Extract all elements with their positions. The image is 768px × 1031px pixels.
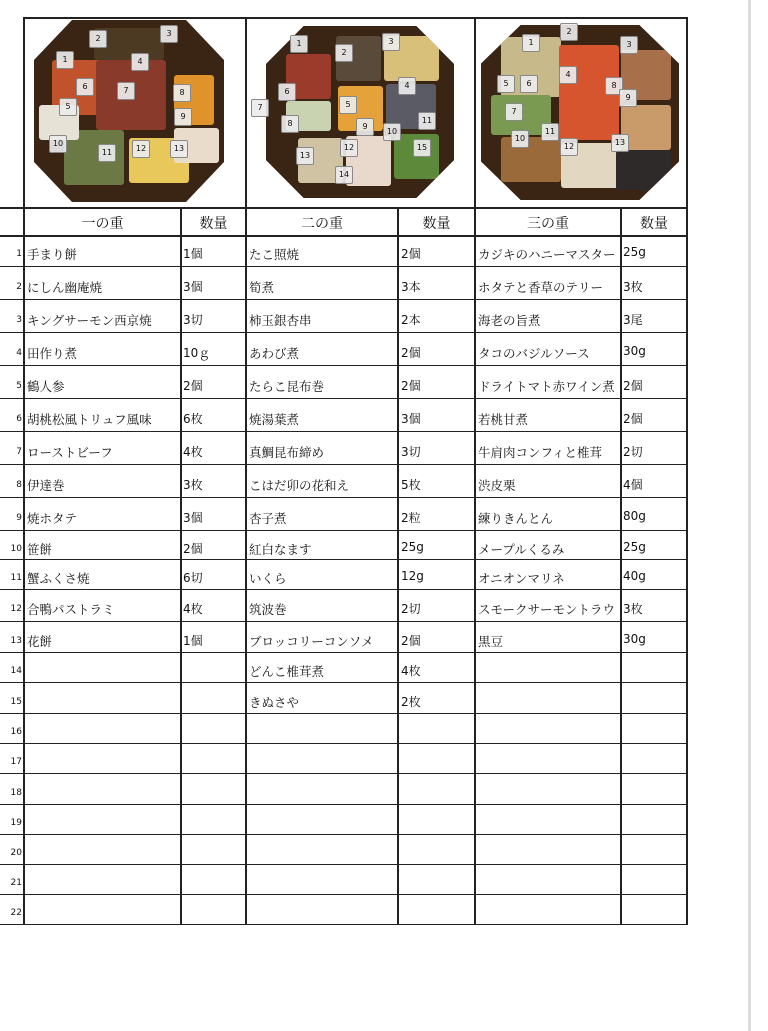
item-cell: 焼ホタテ bbox=[27, 510, 78, 526]
row-number: 3 bbox=[16, 314, 22, 325]
quantity-cell: 3個 bbox=[183, 510, 203, 525]
row-number: 19 bbox=[10, 818, 22, 828]
quantity-cell: 30g bbox=[623, 631, 646, 646]
quantity-cell: 2枚 bbox=[401, 694, 421, 709]
photo-number-badge: 12 bbox=[132, 140, 150, 158]
photo-number-badge: 4 bbox=[131, 53, 149, 71]
item-cell: 伊達巻 bbox=[27, 477, 65, 493]
photo-number-badge: 14 bbox=[335, 166, 353, 184]
item-cell: 練りきんとん bbox=[478, 510, 554, 526]
item-cell: 合鴨パストラミ bbox=[27, 602, 115, 617]
item-cell: にしん幽庵焼 bbox=[27, 279, 103, 295]
quantity-cell: 2個 bbox=[401, 378, 421, 393]
quantity-cell: 3切 bbox=[401, 444, 421, 459]
item-cell: 蟹ふくさ焼 bbox=[27, 571, 90, 586]
item-cell: 渋皮栗 bbox=[478, 477, 516, 493]
row-divider bbox=[0, 682, 688, 683]
item-cell: カジキのハニーマスター bbox=[478, 247, 616, 262]
row-number: 21 bbox=[10, 878, 22, 888]
quantity-cell: 4個 bbox=[623, 477, 643, 492]
quantity-cell: 3枚 bbox=[183, 477, 203, 492]
border-col2 bbox=[245, 17, 247, 925]
quantity-cell: 2個 bbox=[401, 633, 421, 648]
quantity-cell: 3個 bbox=[183, 279, 203, 294]
quantity-cell: 2個 bbox=[623, 411, 643, 426]
quantity-cell: 5枚 bbox=[401, 477, 421, 492]
row-divider bbox=[0, 804, 688, 805]
item-cell: こはだ卯の花和え bbox=[249, 477, 350, 493]
row-divider bbox=[0, 332, 688, 333]
row-divider bbox=[0, 864, 688, 865]
photo-number-badge: 13 bbox=[170, 140, 188, 158]
row-divider bbox=[0, 398, 688, 399]
item-cell: オニオンマリネ bbox=[478, 571, 565, 586]
photo-number-badge: 2 bbox=[560, 23, 578, 41]
photo-number-badge: 2 bbox=[89, 30, 107, 48]
quantity-cell: 2切 bbox=[401, 602, 421, 616]
row-number: 17 bbox=[10, 757, 22, 767]
quantity-cell: 25g bbox=[401, 539, 424, 554]
item-cell: 牛肩肉コンフィと椎茸 bbox=[478, 444, 603, 460]
quantity-cell: 4枚 bbox=[183, 602, 203, 616]
photo-number-badge: 12 bbox=[340, 139, 358, 157]
header-qty1: 数量 bbox=[199, 216, 228, 232]
item-cell: たこ照焼 bbox=[249, 247, 300, 262]
border-col3 bbox=[397, 207, 399, 925]
photo-number-badge: 10 bbox=[383, 123, 401, 141]
header-qty2: 数量 bbox=[422, 216, 451, 232]
photo-number-badge: 9 bbox=[356, 118, 374, 136]
photo-number-badge: 11 bbox=[541, 123, 559, 141]
quantity-cell: 3個 bbox=[401, 411, 421, 426]
photo-number-badge: 7 bbox=[117, 82, 135, 100]
row-number: 14 bbox=[10, 666, 22, 676]
item-cell: いくら bbox=[249, 571, 287, 586]
item-cell: 手まり餅 bbox=[27, 247, 78, 262]
row-number: 10 bbox=[10, 543, 22, 554]
table-top-border bbox=[23, 17, 688, 19]
header-qty3: 数量 bbox=[640, 216, 668, 232]
quantity-cell: 6枚 bbox=[183, 411, 203, 426]
item-cell: スモークサーモントラウ bbox=[478, 602, 616, 617]
quantity-cell: 2切 bbox=[623, 444, 643, 459]
item-cell: ホタテと香草のテリー bbox=[478, 279, 604, 295]
photo-number-badge: 8 bbox=[281, 115, 299, 133]
row-divider bbox=[0, 266, 688, 267]
item-cell: 鶴人参 bbox=[27, 378, 65, 394]
item-cell: ブロッコリーコンソメ bbox=[249, 633, 374, 649]
border-col6 bbox=[686, 17, 688, 925]
quantity-cell: 80g bbox=[623, 508, 646, 523]
row-divider bbox=[0, 652, 688, 653]
photo-number-badge: 7 bbox=[505, 103, 523, 121]
photo-number-badge: 5 bbox=[59, 98, 77, 116]
item-cell: 柿玉銀杏串 bbox=[249, 312, 312, 328]
photo-number-badge: 3 bbox=[382, 33, 400, 51]
item-cell: 田作り煮 bbox=[27, 345, 78, 361]
border-col5 bbox=[620, 207, 622, 925]
item-cell: 紅白なます bbox=[249, 541, 312, 557]
menu-table bbox=[0, 17, 688, 925]
row-number: 8 bbox=[16, 479, 22, 490]
row-divider bbox=[0, 894, 688, 895]
row-divider bbox=[0, 773, 688, 774]
border-col4 bbox=[474, 17, 476, 925]
photo-number-badge: 9 bbox=[619, 89, 637, 107]
quantity-cell: 2個 bbox=[623, 378, 643, 393]
item-cell: きぬさや bbox=[249, 694, 300, 710]
item-cell: 胡桃松風トリュフ風味 bbox=[27, 411, 152, 427]
border-col0 bbox=[23, 17, 25, 925]
row-number: 7 bbox=[16, 446, 22, 457]
row-number: 5 bbox=[16, 380, 22, 391]
photo-number-badge: 11 bbox=[98, 144, 116, 162]
photo-number-badge: 1 bbox=[522, 34, 540, 52]
quantity-cell: 6切 bbox=[183, 571, 203, 585]
item-cell: 笹餅 bbox=[27, 541, 53, 557]
quantity-cell: 3切 bbox=[183, 312, 203, 327]
quantity-cell: 2個 bbox=[401, 345, 421, 360]
row-number: 11 bbox=[10, 573, 22, 583]
photo-number-badge: 10 bbox=[511, 130, 529, 148]
quantity-cell: 1個 bbox=[183, 247, 203, 261]
quantity-cell: 4枚 bbox=[401, 664, 421, 678]
row-number: 18 bbox=[10, 787, 22, 798]
item-cell: たらこ昆布巻 bbox=[249, 378, 325, 394]
row-divider bbox=[0, 713, 688, 714]
photo-number-badge: 12 bbox=[560, 138, 578, 156]
item-cell: ドライトマト赤ワイン煮 bbox=[478, 378, 615, 394]
row-divider bbox=[0, 299, 688, 300]
row-divider bbox=[0, 924, 688, 925]
quantity-cell: 2粒 bbox=[401, 510, 421, 525]
row-number: 4 bbox=[16, 347, 22, 358]
photo-number-badge: 15 bbox=[413, 139, 431, 157]
row-number: 13 bbox=[10, 635, 22, 646]
photo-number-badge: 13 bbox=[296, 147, 314, 165]
row-divider bbox=[0, 621, 688, 622]
photo-number-badge: 7 bbox=[251, 99, 269, 117]
row-number: 20 bbox=[10, 848, 22, 858]
quantity-cell: 2個 bbox=[401, 247, 421, 261]
quantity-cell: 30g bbox=[623, 343, 646, 358]
border-col1 bbox=[180, 207, 182, 925]
header-tier1: 一の重 bbox=[81, 216, 124, 232]
item-cell: タコのバジルソース bbox=[478, 345, 590, 361]
photo-number-badge: 11 bbox=[418, 112, 436, 130]
photo-bottom-border bbox=[0, 207, 688, 209]
photo-number-badge: 6 bbox=[520, 75, 538, 93]
quantity-cell: 2本 bbox=[401, 312, 421, 327]
header-tier3: 三の重 bbox=[527, 216, 569, 232]
photo-number-badge: 1 bbox=[290, 35, 308, 53]
photo-number-badge: 10 bbox=[49, 135, 67, 153]
row-number: 6 bbox=[16, 413, 22, 424]
photo-number-badge: 4 bbox=[398, 77, 416, 95]
item-cell: あわび煮 bbox=[249, 345, 300, 361]
row-divider bbox=[0, 743, 688, 744]
item-cell: ローストビーフ bbox=[27, 444, 113, 460]
item-cell: どんこ椎茸煮 bbox=[249, 664, 325, 679]
item-cell: 焼湯葉煮 bbox=[249, 411, 300, 427]
photo-number-badge: 6 bbox=[278, 83, 296, 101]
photo-number-badge: 2 bbox=[335, 44, 353, 62]
row-divider bbox=[0, 834, 688, 835]
quantity-cell: 25g bbox=[623, 539, 646, 554]
quantity-cell: 25g bbox=[623, 245, 646, 259]
quantity-cell: 1個 bbox=[183, 633, 203, 648]
photo-number-badge: 13 bbox=[611, 134, 629, 152]
item-cell: 海老の旨煮 bbox=[478, 312, 541, 328]
quantity-cell: 2個 bbox=[183, 378, 203, 393]
row-number: 16 bbox=[10, 727, 22, 737]
item-cell: 筍煮 bbox=[249, 279, 275, 295]
row-divider bbox=[0, 464, 688, 465]
item-cell: 若桃甘煮 bbox=[478, 411, 529, 427]
row-divider bbox=[0, 589, 688, 590]
photo-number-badge: 3 bbox=[620, 36, 638, 54]
photo-number-badge: 3 bbox=[160, 25, 178, 43]
row-number: 2 bbox=[16, 281, 22, 292]
item-cell: メープルくるみ bbox=[478, 541, 565, 557]
photo-number-badge: 8 bbox=[605, 77, 623, 95]
photo-number-badge: 9 bbox=[174, 108, 192, 126]
photo-number-badge: 6 bbox=[76, 78, 94, 96]
header-tier2: 二の重 bbox=[301, 216, 343, 232]
photo-number-badge: 1 bbox=[56, 51, 74, 69]
quantity-cell: 3尾 bbox=[623, 312, 643, 327]
row-divider bbox=[0, 497, 688, 498]
row-number: 9 bbox=[16, 512, 22, 523]
quantity-cell: 10ｇ bbox=[183, 345, 211, 360]
quantity-cell: 3枚 bbox=[623, 279, 643, 294]
quantity-cell: 2個 bbox=[183, 541, 203, 556]
row-divider bbox=[0, 530, 688, 531]
quantity-cell: 12g bbox=[401, 569, 424, 583]
quantity-cell: 3枚 bbox=[623, 602, 643, 616]
item-cell: キングサーモン西京焼 bbox=[27, 312, 152, 328]
quantity-cell: 3本 bbox=[401, 279, 421, 294]
photo-number-badge: 4 bbox=[559, 66, 577, 84]
photo-number-badge: 5 bbox=[497, 75, 515, 93]
page-edge-shadow bbox=[748, 0, 751, 1031]
item-cell: 黒豆 bbox=[478, 633, 504, 649]
row-number: 1 bbox=[16, 249, 22, 259]
item-cell: 筑波巻 bbox=[249, 602, 287, 617]
row-divider bbox=[0, 431, 688, 432]
row-number: 22 bbox=[10, 908, 22, 918]
row-divider bbox=[0, 365, 688, 366]
quantity-cell: 4枚 bbox=[183, 444, 203, 459]
item-cell: 真鯛昆布締め bbox=[249, 444, 325, 460]
photo-number-badge: 5 bbox=[339, 96, 357, 114]
row-divider bbox=[0, 559, 688, 560]
item-cell: 花餅 bbox=[27, 633, 53, 649]
item-cell: 杏子煮 bbox=[249, 510, 287, 526]
row-number: 15 bbox=[10, 696, 22, 707]
photo-number-badge: 8 bbox=[173, 84, 191, 102]
row-number: 12 bbox=[10, 604, 22, 614]
quantity-cell: 40g bbox=[623, 569, 646, 583]
